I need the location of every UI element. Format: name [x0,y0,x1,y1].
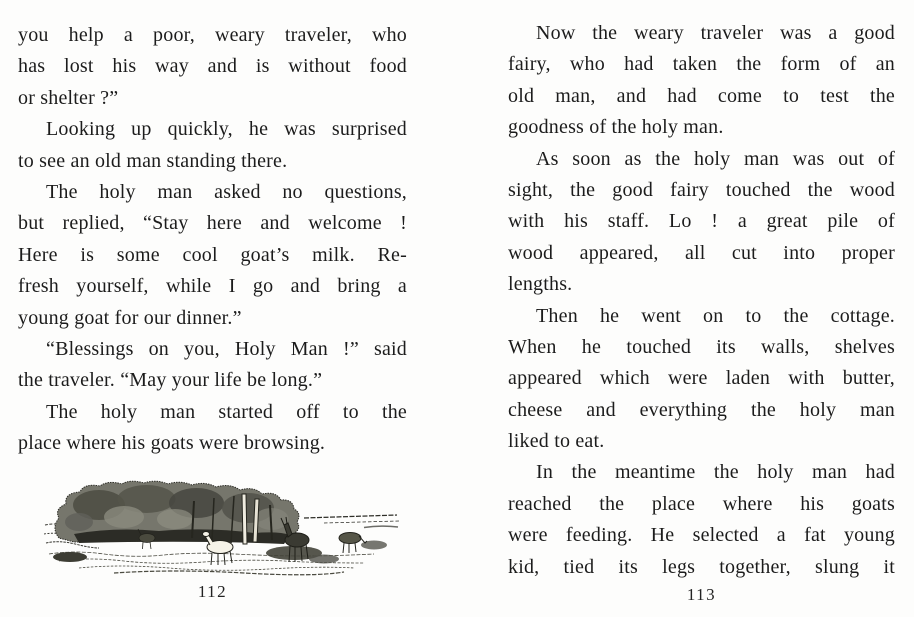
illustration-goats-grove [44,479,400,576]
text-line: appeared which were laden with butter, [508,367,895,390]
page-113 [508,18,895,605]
meadow-horizon [304,515,399,528]
page-112 [18,20,407,602]
text-line: fairy, who had taken the form of an [508,53,895,76]
text-line: the traveler. “May your life be long.” [18,369,323,392]
text-line: were feeding. He selected a fat young [508,524,895,547]
text-line: young goat for our dinner.” [18,306,242,329]
text-line: sight, the good fairy touched the wood [508,178,895,201]
text-line: but replied, “Stay here and welcome ! [18,212,407,235]
page-112-text [18,20,407,459]
tree-canopy [55,482,299,545]
text-line: fresh yourself, while I go and bring a [18,275,407,298]
page-113-text [508,18,895,583]
text-line: liked to eat. [508,430,605,453]
text-line: Here is some cool goat’s milk. Re- [18,243,407,266]
text-line: As soon as the holy man was out of [536,147,895,170]
text-line: wood appeared, all cut into proper [508,241,895,264]
text-line: cheese and everything the holy man [508,398,895,421]
text-line: to see an old man standing there. [18,149,288,172]
text-line: with his staff. Lo ! a great pile of [508,210,895,233]
text-line: lengths. [508,273,573,296]
text-line: goodness of the holy man. [508,116,724,139]
text-line: The holy man asked no questions, [46,180,407,203]
text-line: has lost his way and is without food [18,55,407,78]
text-line: place where his goats were browsing. [18,432,326,455]
goats-grove-engraving [44,479,400,576]
text-line: In the meantime the holy man had [536,461,895,484]
text-line: or shelter ?” [18,86,119,109]
text-line: When he touched its walls, shelves [508,335,895,358]
text-line: old man, and had come to test the [508,84,895,107]
text-line: “Blessings on you, Holy Man !” said [46,337,407,360]
text-line: Now the weary traveler was a good [536,22,895,44]
text-line: The holy man started off to the [46,400,407,423]
text-line: you help a poor, weary traveler, who [18,24,407,46]
text-line: reached the place where his goats [508,492,895,515]
page-number-113: 113 [686,585,717,605]
page-number-112: 112 [197,582,228,602]
text-line: kid, tied its legs together, slung it [508,555,895,578]
text-line: Looking up quickly, he was surprised [46,118,407,141]
text-line: Then he went on to the cottage. [536,304,895,327]
